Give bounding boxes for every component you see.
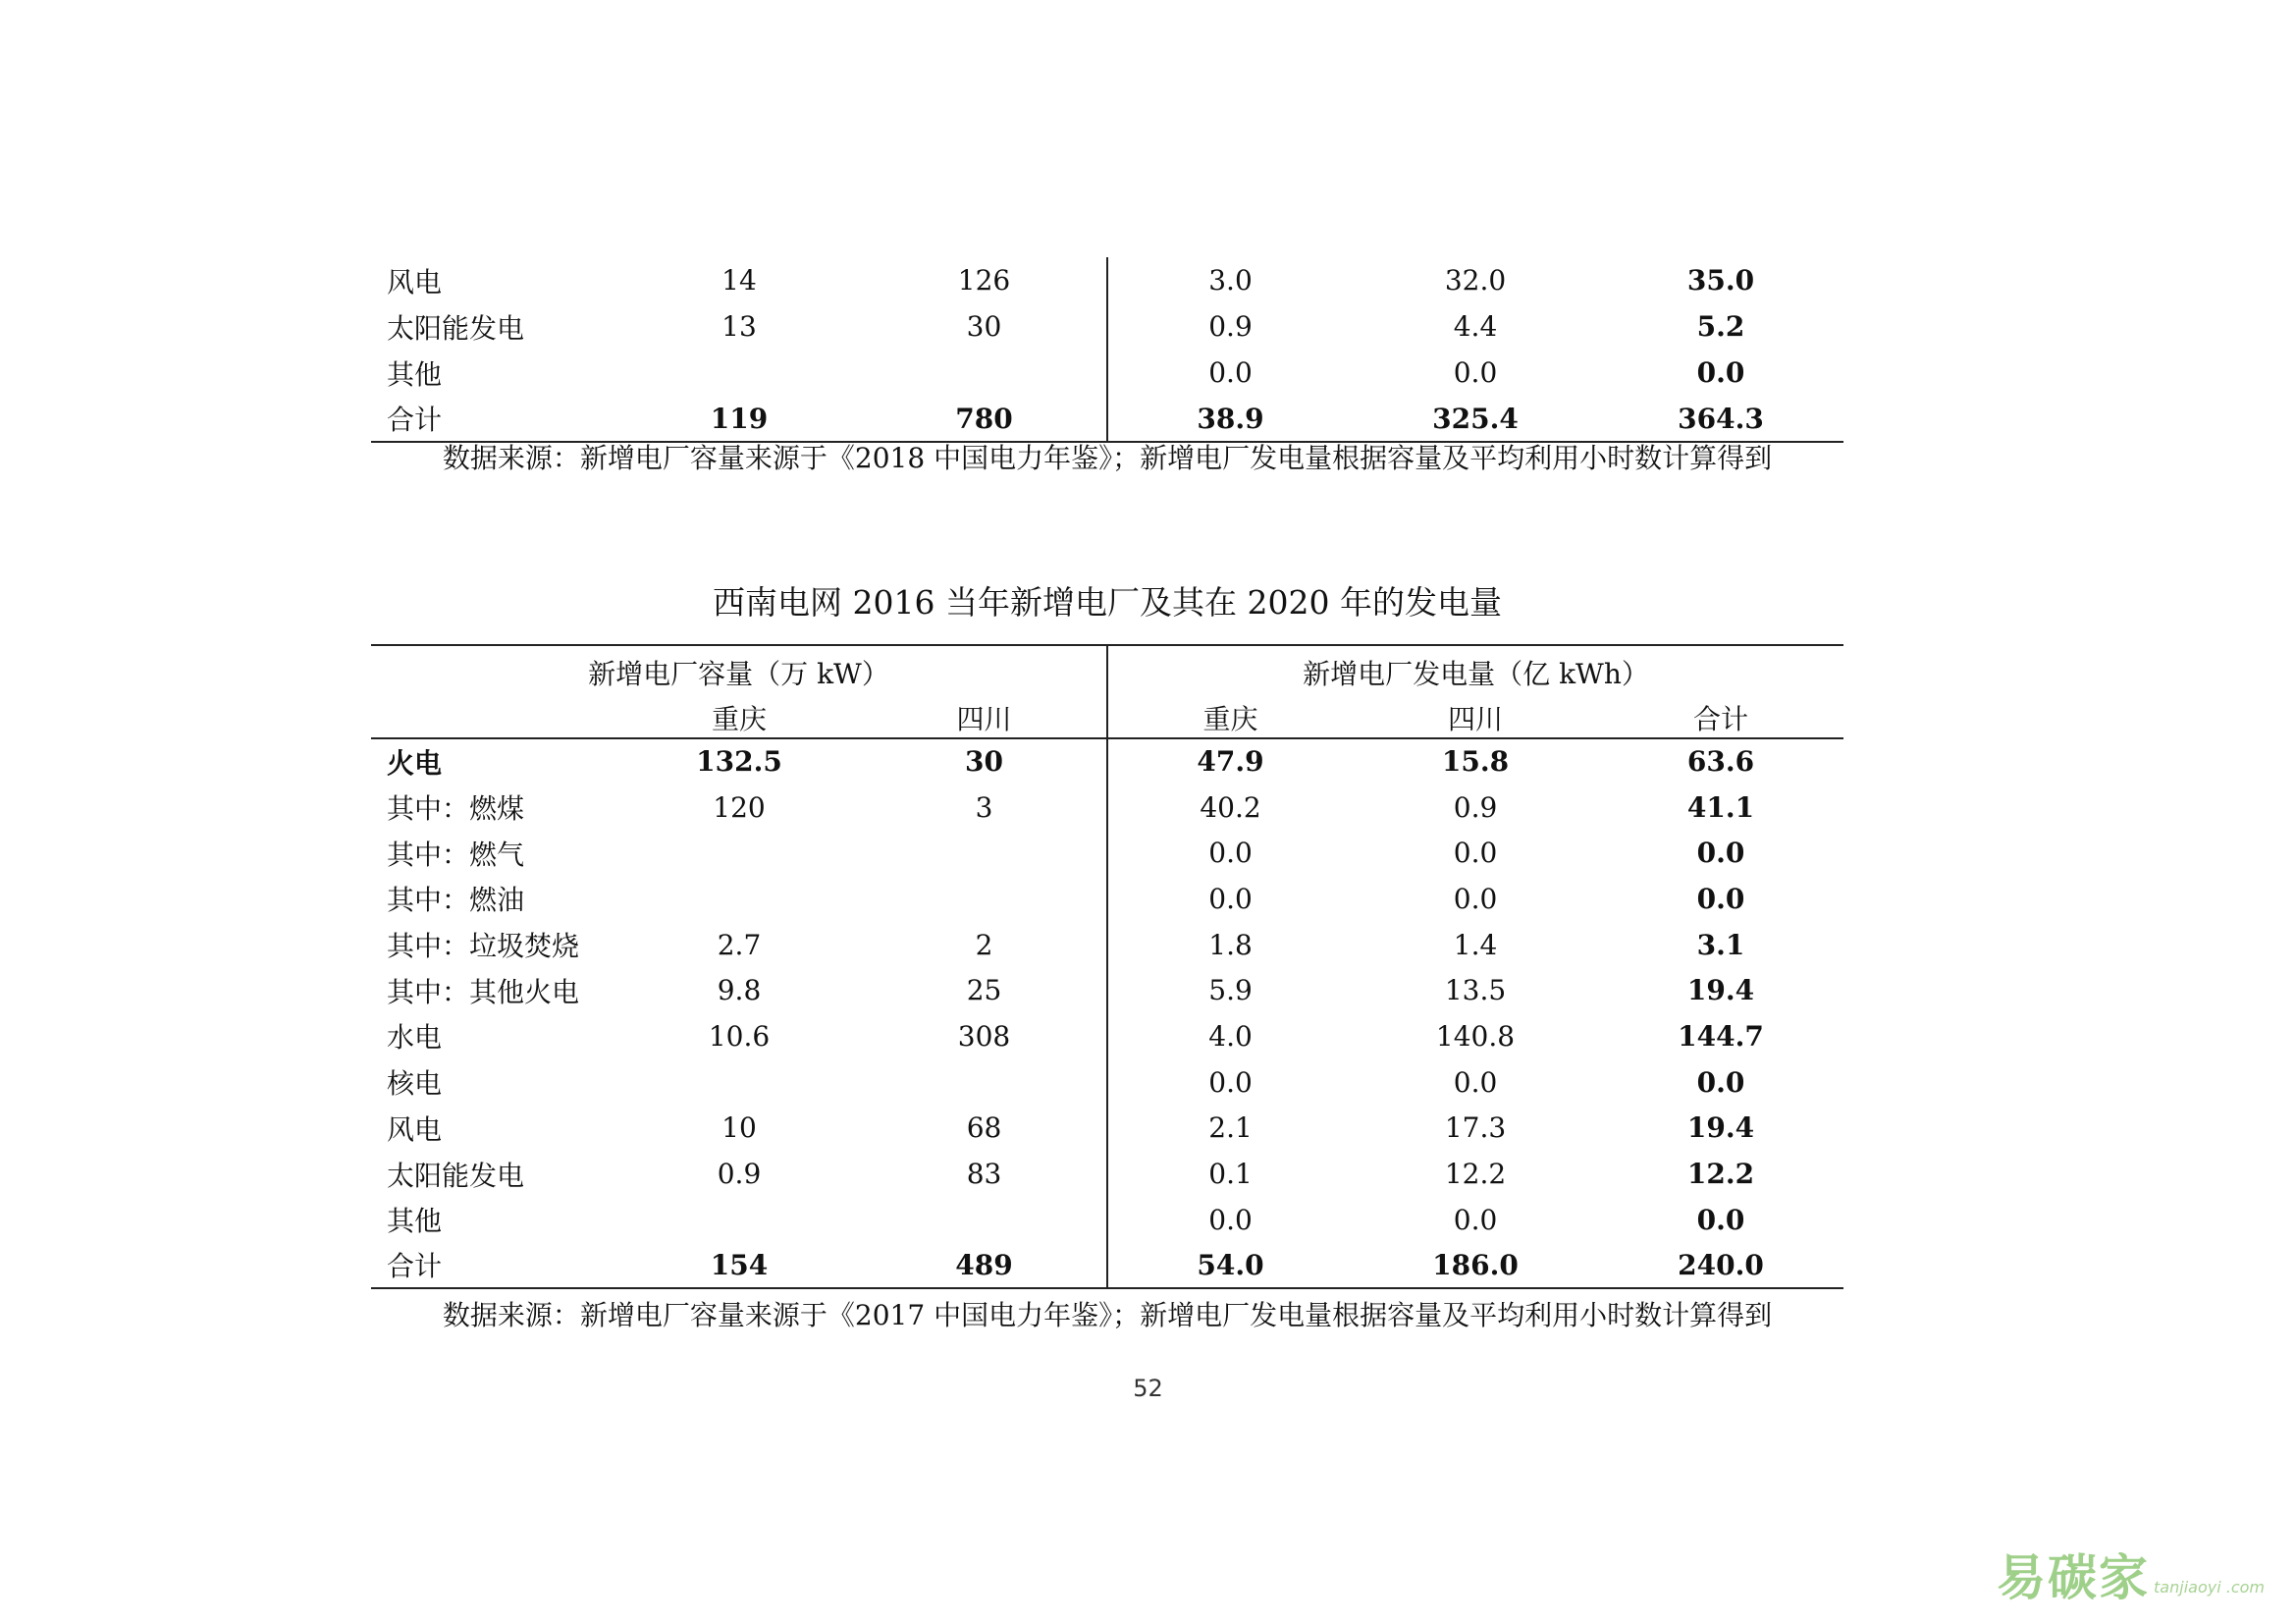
table-cell: 240.0 bbox=[1678, 1248, 1764, 1281]
table-cell bbox=[862, 876, 1107, 922]
table-row bbox=[371, 350, 1843, 396]
generation-group-header: 新增电厂发电量（亿 kWh） bbox=[1107, 645, 1843, 698]
table-cell: 0.0 bbox=[1696, 882, 1745, 915]
table-cell: 132.5 bbox=[696, 745, 782, 779]
table-cell bbox=[862, 350, 1107, 396]
table-cell: 83 bbox=[966, 1158, 1002, 1191]
table-cell: 12.2 bbox=[1686, 1158, 1755, 1191]
table-cell: 126 bbox=[957, 264, 1011, 297]
table-row bbox=[371, 1106, 1843, 1152]
row-label: 其中：燃油 bbox=[387, 884, 525, 917]
total-row bbox=[371, 1243, 1843, 1289]
table-cell: 38.9 bbox=[1107, 396, 1353, 442]
row-label: 其他 bbox=[387, 357, 443, 391]
table-cell: 5.2 bbox=[1696, 310, 1745, 343]
column-header: 重庆 bbox=[1107, 698, 1353, 738]
row-label: 太阳能发电 bbox=[387, 1159, 525, 1192]
table-cell: 186.0 bbox=[1432, 1248, 1519, 1281]
table-cell: 19.4 bbox=[1686, 974, 1755, 1007]
table-cell: 308 bbox=[957, 1019, 1011, 1053]
table-cell: 0.0 bbox=[1107, 830, 1353, 876]
table-cell: 0.0 bbox=[1107, 876, 1353, 922]
table-cell: 13 bbox=[721, 310, 757, 343]
table-cell: 144.7 bbox=[1678, 1019, 1764, 1053]
row-label: 风电 bbox=[387, 265, 443, 298]
source-note: 数据来源：新增电厂容量来源于《2017 中国电力年鉴》；新增电厂发电量根据容量及平均利用小时数计算得到 bbox=[442, 1299, 1773, 1331]
table-cell: 35.0 bbox=[1686, 264, 1755, 297]
row-label: 火电 bbox=[387, 746, 443, 780]
table-cell: 2.1 bbox=[1107, 1106, 1353, 1152]
source-note: 数据来源：新增电厂容量来源于《2018 中国电力年鉴》；新增电厂发电量根据容量及平均利用小时数计算得到 bbox=[442, 442, 1773, 474]
row-label: 风电 bbox=[387, 1112, 443, 1146]
table-cell: 10.6 bbox=[708, 1019, 771, 1053]
table-cell bbox=[862, 1197, 1107, 1243]
table-cell: 3.0 bbox=[1107, 257, 1353, 303]
row-label: 水电 bbox=[387, 1021, 443, 1055]
table-cell: 0.0 bbox=[1107, 1197, 1353, 1243]
header-row bbox=[371, 645, 1843, 698]
table-row bbox=[371, 257, 1843, 303]
total-row bbox=[371, 396, 1843, 442]
table-cell: 0.0 bbox=[1696, 1203, 1745, 1236]
table-cell: 32.0 bbox=[1444, 264, 1507, 297]
row-label: 其中：燃气 bbox=[387, 838, 525, 871]
bottom-table bbox=[371, 644, 1843, 1289]
table-row bbox=[371, 1151, 1843, 1197]
table-cell: 4.0 bbox=[1107, 1013, 1353, 1059]
table-cell: 15.8 bbox=[1441, 745, 1510, 779]
table-cell: 1.8 bbox=[1107, 922, 1353, 968]
table-cell: 5.9 bbox=[1107, 967, 1353, 1013]
table-row bbox=[371, 738, 1843, 785]
table-cell: 0.9 bbox=[1107, 303, 1353, 350]
watermark-domain: tanjiaoyi .com bbox=[2154, 1578, 2265, 1597]
table-cell: 0.9 bbox=[717, 1158, 762, 1191]
table-row bbox=[371, 830, 1843, 876]
table-cell: 0.0 bbox=[1453, 1065, 1498, 1099]
table-cell: 13.5 bbox=[1444, 974, 1507, 1007]
table-cell: 10 bbox=[721, 1111, 757, 1145]
table-cell: 25 bbox=[966, 974, 1002, 1007]
table-cell: 0.0 bbox=[1696, 837, 1745, 870]
table-cell: 3.1 bbox=[1696, 928, 1745, 961]
table-cell: 364.3 bbox=[1678, 402, 1764, 435]
table-cell: 63.6 bbox=[1686, 745, 1755, 779]
table-cell: 120 bbox=[713, 790, 766, 824]
table-cell: 119 bbox=[710, 402, 769, 435]
table-cell: 0.0 bbox=[1696, 356, 1745, 389]
row-label: 其中：其他火电 bbox=[387, 975, 580, 1008]
column-header: 四川 bbox=[862, 698, 1107, 738]
table-cell: 2 bbox=[975, 928, 993, 961]
table-cell: 54.0 bbox=[1107, 1243, 1353, 1289]
column-header: 重庆 bbox=[616, 698, 862, 738]
table-cell bbox=[616, 830, 862, 876]
table-cell: 489 bbox=[955, 1248, 1013, 1281]
table-cell: 1.4 bbox=[1453, 928, 1498, 961]
table-row bbox=[371, 967, 1843, 1013]
table-cell: 0.1 bbox=[1107, 1151, 1353, 1197]
watermark-text: 易碳家 bbox=[1997, 1549, 2151, 1606]
row-label: 核电 bbox=[387, 1067, 443, 1101]
table-cell: 0.0 bbox=[1107, 350, 1353, 396]
table-cell: 41.1 bbox=[1686, 790, 1755, 824]
row-label: 合计 bbox=[387, 404, 443, 436]
table-cell: 0.0 bbox=[1453, 882, 1498, 915]
row-label: 合计 bbox=[387, 1250, 443, 1283]
page-number: 52 bbox=[1133, 1375, 1163, 1402]
row-label: 其中：燃煤 bbox=[387, 792, 525, 826]
table-cell: 140.8 bbox=[1435, 1019, 1516, 1053]
top-table bbox=[371, 257, 1843, 443]
table-cell: 154 bbox=[710, 1248, 769, 1281]
column-header: 四川 bbox=[1353, 698, 1598, 738]
table-row bbox=[371, 876, 1843, 922]
capacity-group-header: 新增电厂容量（万 kW） bbox=[588, 657, 889, 690]
table-cell: 3 bbox=[975, 790, 993, 824]
table-cell: 17.3 bbox=[1444, 1111, 1507, 1145]
table-cell: 0.0 bbox=[1696, 1065, 1745, 1099]
header-row bbox=[371, 698, 1843, 738]
table-cell: 780 bbox=[955, 402, 1013, 435]
table-title: 西南电网 2016 当年新增电厂及其在 2020 年的发电量 bbox=[713, 583, 1502, 622]
header-empty-cell bbox=[371, 698, 616, 738]
table-cell: 47.9 bbox=[1107, 738, 1353, 785]
table-cell: 325.4 bbox=[1432, 402, 1519, 435]
table-cell bbox=[862, 1059, 1107, 1106]
table-cell: 14 bbox=[721, 264, 757, 297]
table-cell: 0.0 bbox=[1453, 356, 1498, 389]
table-cell bbox=[616, 1059, 862, 1106]
table-cell: 0.0 bbox=[1107, 1059, 1353, 1106]
table-row bbox=[371, 922, 1843, 968]
table-row bbox=[371, 303, 1843, 350]
row-label: 太阳能发电 bbox=[387, 311, 525, 345]
table-cell bbox=[616, 350, 862, 396]
table-cell bbox=[616, 876, 862, 922]
table-cell: 9.8 bbox=[717, 974, 762, 1007]
table-cell: 68 bbox=[966, 1111, 1002, 1145]
table-cell bbox=[616, 1197, 862, 1243]
table-row bbox=[371, 1059, 1843, 1106]
table-cell: 30 bbox=[965, 745, 1003, 779]
table-cell: 12.2 bbox=[1444, 1158, 1507, 1191]
table-cell: 19.4 bbox=[1686, 1111, 1755, 1145]
table-cell: 2.7 bbox=[717, 928, 762, 961]
table-cell: 0.9 bbox=[1453, 790, 1498, 824]
column-header: 合计 bbox=[1598, 698, 1843, 738]
table-cell: 0.0 bbox=[1453, 837, 1498, 870]
row-label: 其他 bbox=[387, 1205, 443, 1238]
watermark-logo bbox=[1997, 1549, 2265, 1606]
table-row bbox=[371, 1197, 1843, 1243]
table-cell bbox=[862, 830, 1107, 876]
table-row bbox=[371, 785, 1843, 831]
table-cell: 4.4 bbox=[1453, 310, 1498, 343]
row-label: 其中：垃圾焚烧 bbox=[387, 930, 580, 963]
table-cell: 0.0 bbox=[1453, 1203, 1498, 1236]
table-cell: 30 bbox=[966, 310, 1002, 343]
table-row bbox=[371, 1013, 1843, 1059]
table-cell: 40.2 bbox=[1107, 785, 1353, 831]
